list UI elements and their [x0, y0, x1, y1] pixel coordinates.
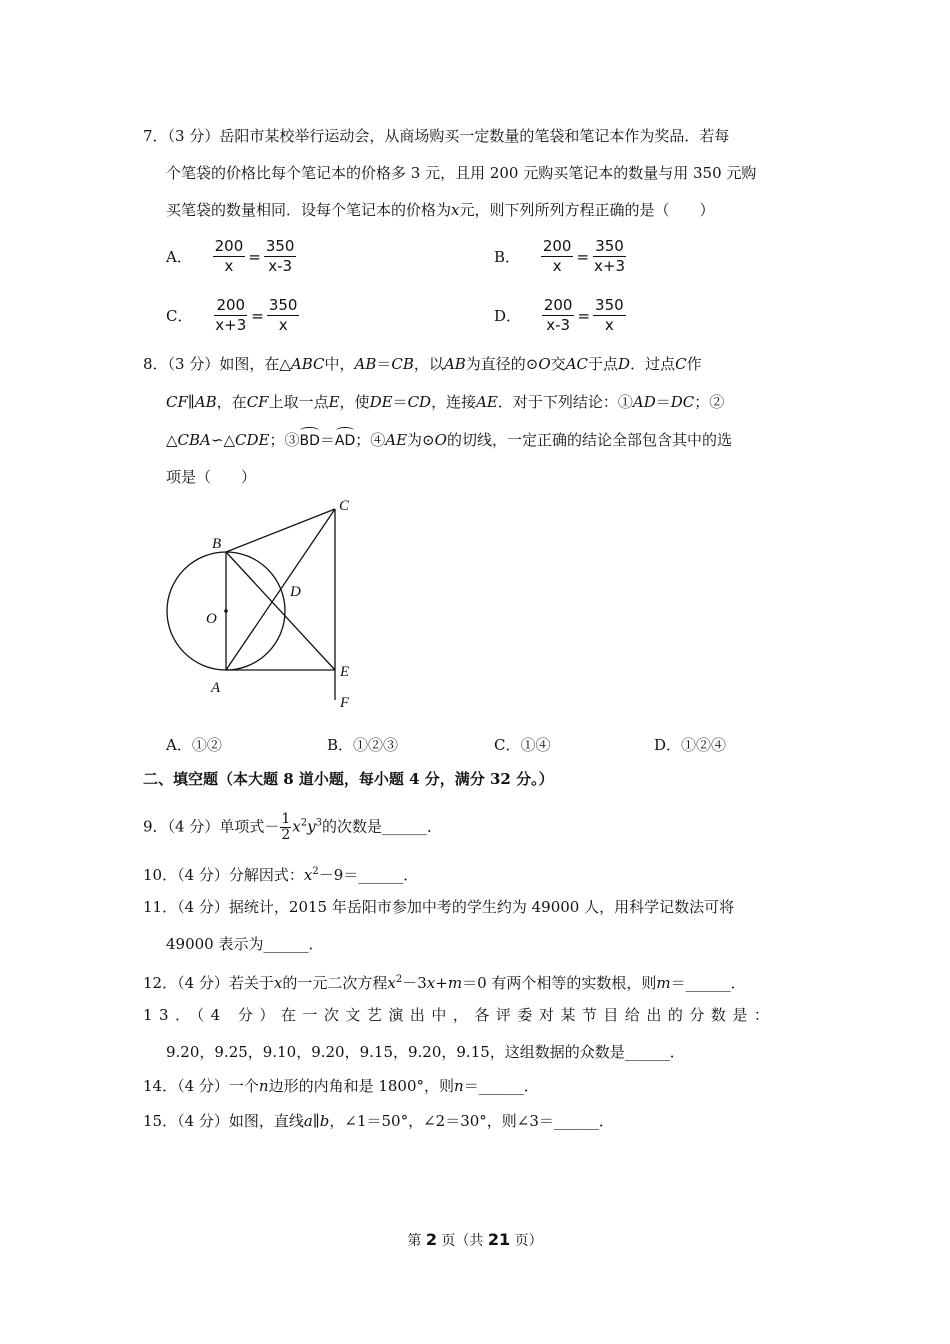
- label-o: O: [206, 611, 217, 627]
- q9: 9．（4 分）单项式－ $\frac{1}{2}$ $x^2y^3$的次数是______．: [143, 811, 442, 843]
- fraction: $\frac{350}{x+3}$: [594, 237, 626, 275]
- center-point: [224, 609, 228, 613]
- fraction: $\frac{1}{2}$: [281, 811, 291, 843]
- q8-geometry-figure: [160, 492, 360, 717]
- option-label: B．: [494, 248, 521, 266]
- arc-ad: AD: [334, 433, 356, 449]
- q7-line-2: 个笔袋的价格比每个笔记本的价格多 3 元，且用 200 元购买笔记本的数量与用 350 元购: [166, 164, 757, 182]
- q7-text-end: 元，则下列所列方程正确的是（ ）: [459, 201, 715, 219]
- q8-option-c[interactable]: C．①④: [494, 736, 551, 754]
- q7-option-b[interactable]: B． $\frac{200}{x}$ = $\frac{350}{x+3}$: [494, 237, 626, 275]
- q7-line-3: [166, 200, 715, 220]
- arc-bd: BD: [299, 433, 320, 449]
- q8-option-b[interactable]: B．①②③: [327, 736, 399, 754]
- option-label: C．: [166, 307, 193, 325]
- label-d: D: [290, 584, 301, 600]
- page-number: 2: [425, 1230, 437, 1249]
- q7-var-x: x: [451, 201, 460, 219]
- q12: 12．（4 分）若关于x的一元二次方程$x^2-3x+m=0$ 有两个相等的实数根，则m＝______．: [143, 974, 746, 992]
- label-b: B: [212, 536, 222, 552]
- label-e: E: [340, 664, 350, 680]
- page-total: 21: [487, 1230, 511, 1249]
- segment-bc: [226, 509, 335, 552]
- q13-line-2: 9.20，9.25，9.10，9.20，9.15，9.20，9.15，这组数据的众数是______．: [166, 1043, 685, 1061]
- fraction: $\frac{200}{x-3}$: [543, 296, 573, 334]
- q8-line-1: 8．（3 分）如图，在△ABC中，AB＝CB，以AB为直径的⊙O交AC于点D．过点C作: [143, 355, 702, 373]
- q14: 14．（4 分）一个n边形的内角和是 1800°，则n＝______．: [143, 1077, 539, 1095]
- fraction: $\frac{200}{x+3}$: [215, 296, 247, 334]
- segment-ac: [226, 509, 335, 670]
- q10: 10．（4 分）分解因式：$x^2-9=\_\_\_\_\_\_$．: [143, 866, 419, 884]
- q7-line-1: 7．（3 分）岳阳市某校举行运动会，从商场购买一定数量的笔袋和笔记本作为奖品．若每: [143, 127, 730, 145]
- q15: 15．（4 分）如图，直线a∥b，∠1＝50°，∠2＝30°，则∠3＝______．: [143, 1112, 614, 1130]
- q7-option-c[interactable]: C． $\frac{200}{x+3}$ = $\frac{350}{x}$: [166, 296, 298, 334]
- segment-be: [226, 552, 335, 670]
- q11-line-1: 11．（4 分）据统计，2015 年岳阳市参加中考的学生约为 49000 人，用科学记数法可将: [143, 898, 735, 916]
- fraction: $\frac{200}{x}$: [214, 237, 244, 275]
- q8-line-2: CF∥AB，在CF上取一点E，使DE＝CD，连接AE．对于下列结论：①AD＝DC；②: [166, 393, 725, 411]
- page-footer: 第 2 页（共 21 页）: [407, 1230, 543, 1249]
- label-a: A: [211, 680, 221, 696]
- fraction: $\frac{350}{x-3}$: [265, 237, 295, 275]
- label-f: F: [340, 695, 350, 711]
- label-c: C: [339, 498, 350, 514]
- option-label: D．: [494, 307, 522, 325]
- section-heading: 二、填空题（本大题 8 道小题，每小题 4 分，满分 32 分。）: [143, 770, 554, 788]
- q8-line-4: 项是（ ）: [166, 468, 257, 486]
- q11-line-2: 49000 表示为______．: [166, 935, 324, 953]
- q13-line-1: 13．（4 分）在一次文艺演出中，各评委对某节目给出的分数是：: [143, 1006, 776, 1024]
- q7-option-a[interactable]: A． $\frac{200}{x}$ = $\frac{350}{x-3}$: [166, 237, 295, 275]
- q8-option-d[interactable]: D．①②④: [654, 736, 727, 754]
- q8-line-3: △CBA∽△CDE；③BD＝AD；④AE为⊙O的切线，一定正确的结论全部包含其中的选: [166, 431, 732, 449]
- q8-option-a[interactable]: A．①②: [166, 736, 222, 754]
- q7-text: 买笔袋的数量相同．设每个笔记本的价格为: [166, 201, 452, 219]
- fraction: $\frac{350}{x}$: [595, 296, 624, 334]
- fraction: $\frac{200}{x}$: [542, 237, 572, 275]
- fraction: $\frac{350}{x}$: [268, 296, 298, 334]
- q7-option-d[interactable]: D． $\frac{200}{x-3}$ = $\frac{350}{x}$: [494, 296, 624, 334]
- option-label: A．: [166, 248, 192, 266]
